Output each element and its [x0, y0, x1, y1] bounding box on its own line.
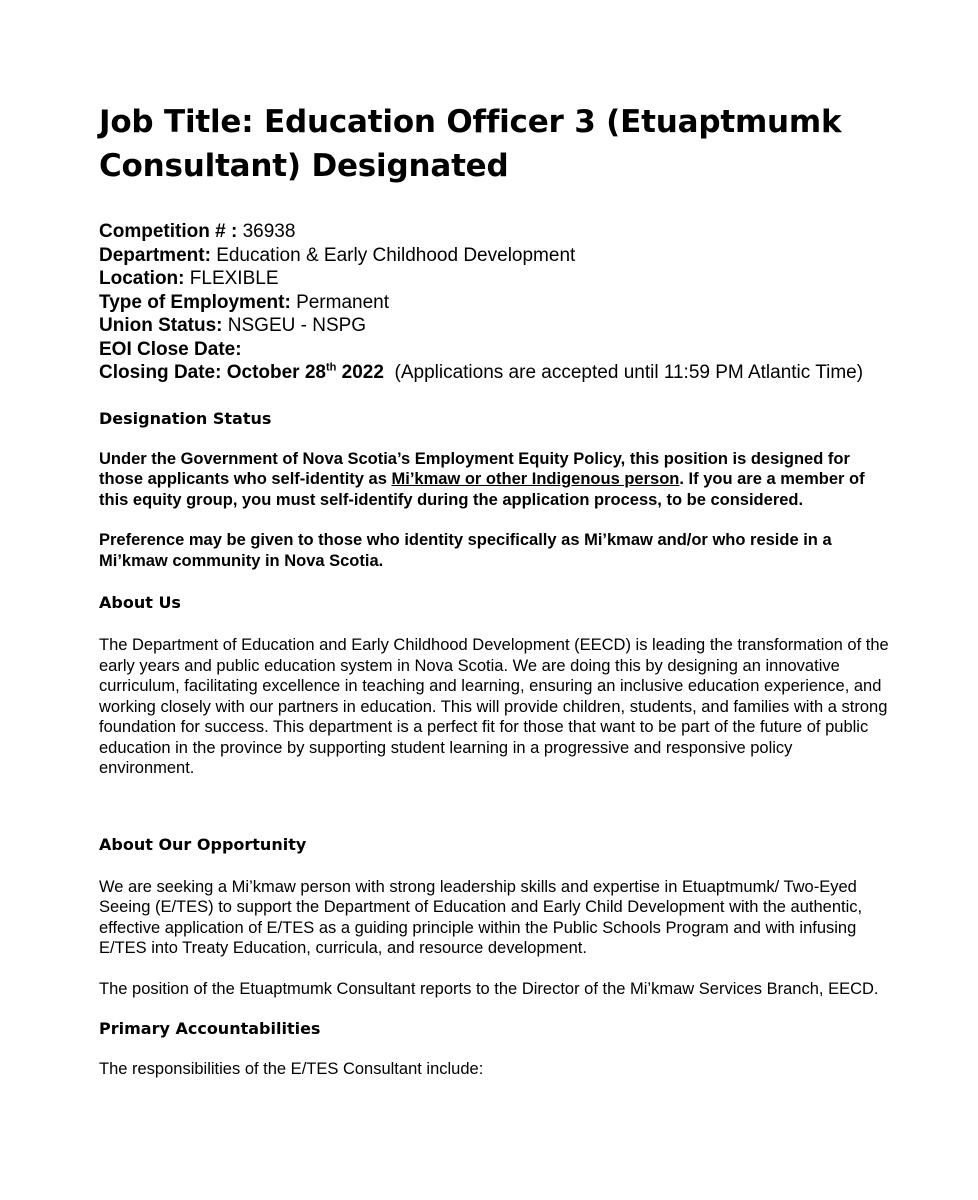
- opportunity-paragraph: We are seeking a Mi’kmaw person with strong leadership skills and expertise in Etuaptmumk/ Two-Eyed Seeing (E/TES) to support the Department of Education and Early Child Development with the authentic, effective application of E/TES as a guiding principle within the Public Schools Program and with infusing E/TES into Treaty Education, curricula, and resource development.: [99, 877, 863, 957]
- closing-note: (Applications are accepted until 11:59 PM Atlantic Time): [394, 362, 864, 383]
- job-title: Job Title: Education Officer 3 (Etuaptmumk Consultant) Designated: [99, 104, 842, 184]
- department-value: Education & Early Childhood Development: [216, 244, 576, 266]
- closing-row: [99, 361, 889, 385]
- reporting-paragraph: The position of the Etuaptmumk Consultant reports to the Director of the Mi’kmaw Services Branch, EECD.: [99, 979, 879, 998]
- indigenous-person-link[interactable]: Mi’kmaw or other Indigenous person: [391, 470, 680, 488]
- designation-text-start: Under the Government of Nova Scotia’s Employment Equity Policy, this position is designed for those applicants who self-identity as: [99, 449, 850, 488]
- eoi-label: EOI Close Date:: [99, 338, 242, 360]
- designation-heading: Designation Status: [99, 408, 272, 428]
- about-us-heading: About Us: [99, 593, 181, 612]
- closing-label: Closing Date: October 28: [99, 362, 326, 383]
- location-value: FLEXIBLE: [189, 268, 279, 289]
- job-meta: [99, 220, 889, 385]
- closing-superscript: th: [326, 361, 337, 374]
- union-row: [99, 314, 889, 338]
- about-us-paragraph: The Department of Education and Early Childhood Development (EECD) is leading the transformation of the early years and public education system in Nova Scotia. We are doing this by designing an innovative curriculum, facilitating excellence in teaching and learning, ensuring an inclusive education experience, and working closely with our partners in education. This will provide children, students, and families with a strong foundation for success. This department is a perfect fit for those that want to be part of the future of public education in the province by supporting student learning in a progressive and responsive policy environment.: [99, 636, 889, 777]
- opportunity-heading: About Our Opportunity: [99, 834, 307, 854]
- employment-value: Permanent: [296, 291, 390, 313]
- designation-paragraph: [99, 449, 889, 511]
- designation-text-end: . If you are a member of this equity group, you must self-identify during the application process, to be considered.: [99, 470, 865, 509]
- competition-row: [99, 220, 889, 244]
- department-row: [99, 244, 889, 268]
- preference-paragraph: Preference may be given to those who identity specifically as Mi’kmaw and/or who reside in a Mi’kmaw community in Nova Scotia.: [99, 531, 832, 570]
- location-row: [99, 267, 889, 291]
- closing-year: 2022: [336, 362, 384, 383]
- employment-row: [99, 291, 889, 315]
- document-page: [99, 100, 889, 1080]
- union-label: Union Status:: [99, 315, 223, 336]
- competition-label: Competition # :: [99, 221, 238, 242]
- location-label: Location:: [99, 268, 185, 289]
- union-value: NSGEU - NSPG: [227, 315, 367, 336]
- employment-label: Type of Employment:: [99, 291, 291, 313]
- competition-value: 36938: [242, 221, 296, 242]
- eoi-row: [99, 338, 889, 362]
- primary-accountabilities-heading: Primary Accountabilities: [99, 1019, 321, 1038]
- department-label: Department:: [99, 244, 211, 266]
- responsibilities-intro: The responsibilities of the E/TES Consultant include:: [99, 1060, 484, 1078]
